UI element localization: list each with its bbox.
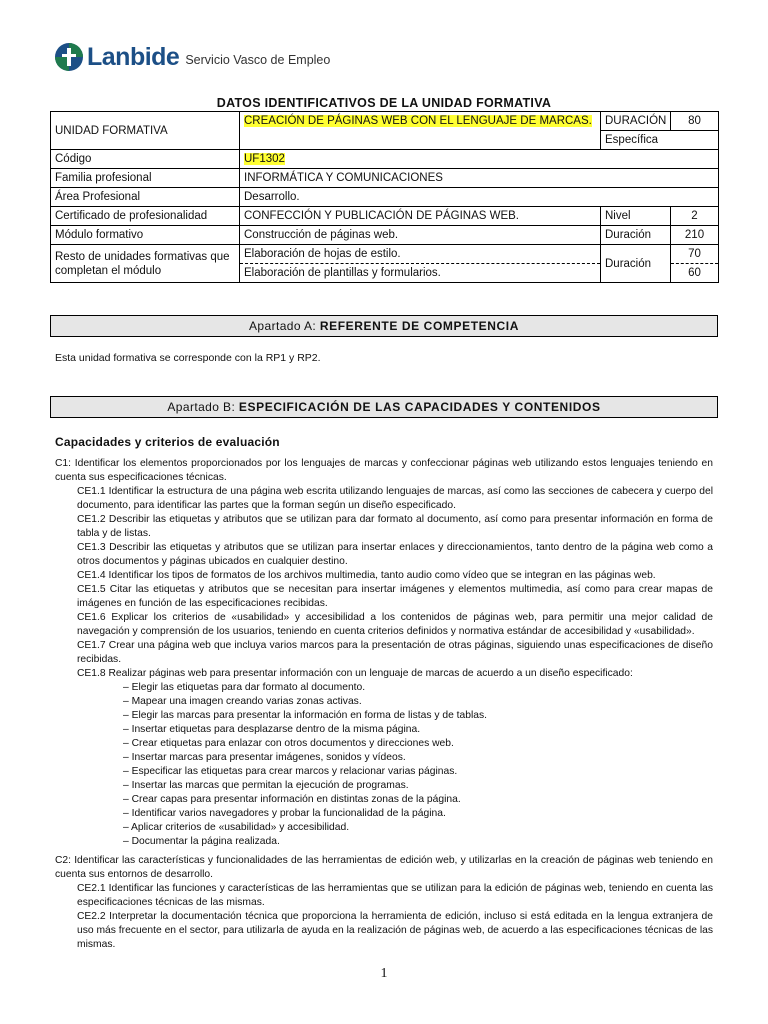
- list-item: – Especificar las etiquetas para crear marcos y relacionar varias páginas.: [123, 766, 458, 777]
- list-item: – Identificar varios navegadores y probar la funcionalidad de la página.: [123, 808, 446, 819]
- certificado-value: CONFECCIÓN Y PUBLICACIÓN DE PÁGINAS WEB.: [240, 207, 601, 226]
- brand-name: Lanbide: [87, 42, 180, 71]
- list-item: – Documentar la página realizada.: [123, 836, 280, 847]
- area-value: Desarrollo.: [240, 188, 719, 207]
- ce1-1: CE1.1 Identificar la estructura de una página web escrita utilizando lenguajes de marcas, así como las secciones de cabecera y cuerpo del documento, para identificar las partes que la forman según un diseño especificado.: [77, 486, 713, 511]
- codigo-value: UF1302: [240, 150, 719, 169]
- familia-label: Familia profesional: [51, 169, 240, 188]
- ce2-1: CE2.1 Identificar las funciones y características de las herramientas que se utilizan para la edición de páginas web, teniendo en cuenta las especificaciones técnicas de las mismas.: [77, 883, 713, 908]
- brand-tagline: Servicio Vasco de Empleo: [185, 53, 331, 67]
- list-item: – Mapear una imagen creando varias zonas activas.: [123, 696, 362, 707]
- list-item: – Insertar las marcas que permitan la ejecución de programas.: [123, 780, 409, 791]
- familia-value: INFORMÁTICA Y COMUNICACIONES: [240, 169, 719, 188]
- capacidades-heading: Capacidades y criterios de evaluación: [55, 435, 280, 449]
- certificado-label: Certificado de profesionalidad: [51, 207, 240, 226]
- ce1-8-list: [55, 681, 713, 849]
- ce2-2: CE2.2 Interpretar la documentación técnica que proporciona la herramienta de edición, incluso si está editada en la lengua extranjera de uso más frecuente en el sector, para utilizarla de ayuda en la realización de páginas web, de acuerdo a las especificaciones técnicas de las mismas.: [77, 911, 713, 950]
- ce1-2: CE1.2 Describir las etiquetas y atributos que se utilizan para dar formato al documento, así como para presentar información en forma de tabla y de listas.: [77, 514, 713, 539]
- apartado-b-header: Apartado B: ESPECIFICACIÓN DE LAS CAPACIDADES Y CONTENIDOS: [50, 396, 718, 418]
- modulo-duracion-label: Duración: [601, 226, 671, 245]
- unidad-label: UNIDAD FORMATIVA: [51, 112, 240, 150]
- resto-duracion-2: 60: [671, 264, 719, 283]
- ce1-8: CE1.8 Realizar páginas web para presentar información con un lenguaje de marcas de acuerdo a un diseño especificado:: [77, 668, 633, 679]
- document-title: DATOS IDENTIFICATIVOS DE LA UNIDAD FORMATIVA: [216, 96, 552, 110]
- ce1-7: CE1.7 Crear una página web que incluya varios marcos para la presentación de otras páginas, siguiendo unas especificaciones de diseño recibidas.: [77, 640, 713, 665]
- apartado-a-header: Apartado A: REFERENTE DE COMPETENCIA: [50, 315, 718, 337]
- list-item: – Insertar marcas para presentar imágenes, sonidos y vídeos.: [123, 752, 406, 763]
- modulo-label: Módulo formativo: [51, 226, 240, 245]
- modulo-duracion-value: 210: [671, 226, 719, 245]
- ce1-5: CE1.5 Citar las etiquetas y atributos que se necesitan para insertar imágenes y elementos multimedia, así como para crear mapas de imágenes en función de las especificaciones recibidas.: [77, 584, 713, 609]
- duracion-value: 80: [671, 112, 719, 131]
- list-item: – Crear capas para presentar información en distintas zonas de la página.: [123, 794, 461, 805]
- lanbide-logo-icon: [54, 42, 84, 72]
- apartado-a-note: Esta unidad formativa se corresponde con la RP1 y RP2.: [55, 352, 321, 364]
- nivel-value: 2: [671, 207, 719, 226]
- ce1-3: CE1.3 Describir las etiquetas y atributos que se utilizan para insertar enlaces y direccionamientos, tanto dentro de la página web como a otros documentos y páginas ubicados en cualquier destino.: [77, 542, 713, 567]
- codigo-label: Código: [51, 150, 240, 169]
- ce1-6: CE1.6 Explicar los criterios de «usabilidad» y accesibilidad a los contenidos de páginas web, para permitir una mejor calidad de navegación y comprensión de los usuarios, teniendo en cuenta criterios definidos y normativa estándar de accesibilidad y «usabilidad».: [77, 612, 713, 637]
- nivel-label: Nivel: [601, 207, 671, 226]
- especifica-label: Específica: [601, 131, 719, 150]
- list-item: – Insertar etiquetas para desplazarse dentro de la misma página.: [123, 724, 421, 735]
- list-item: – Crear etiquetas para enlazar con otros documentos y direcciones web.: [123, 738, 454, 749]
- identification-table: [50, 111, 719, 283]
- c2-text: C2: Identificar las características y funcionalidades de las herramientas de edición web, y utilizarlas en la creación de páginas web teniendo en cuenta sus entornos de desarrollo.: [55, 855, 713, 880]
- list-item: – Elegir las marcas para presentar la información en forma de listas y de tablas.: [123, 710, 487, 721]
- resto-duracion-1: 70: [671, 245, 719, 264]
- lanbide-logo: [54, 41, 330, 73]
- modulo-value: Construcción de páginas web.: [240, 226, 601, 245]
- unidad-value: CREACIÓN DE PÁGINAS WEB CON EL LENGUAJE DE MARCAS.: [240, 112, 601, 150]
- capacidades-body: [55, 457, 713, 952]
- ce1-4: CE1.4 Identificar los tipos de formatos de los archivos multimedia, tanto audio como vídeo que se integran en las páginas web.: [77, 570, 656, 581]
- resto-unidad-2: Elaboración de plantillas y formularios.: [240, 264, 601, 283]
- list-item: – Aplicar criterios de «usabilidad» y accesibilidad.: [123, 822, 350, 833]
- list-item: – Elegir las etiquetas para dar formato al documento.: [123, 682, 366, 693]
- resto-label: Resto de unidades formativas que completan el módulo: [51, 245, 240, 283]
- page-number: 1: [380, 966, 388, 981]
- area-label: Área Profesional: [51, 188, 240, 207]
- resto-unidad-1: Elaboración de hojas de estilo.: [240, 245, 601, 264]
- resto-duracion-label: Duración: [601, 245, 671, 283]
- duracion-label: DURACIÓN: [601, 112, 671, 131]
- c1-text: C1: Identificar los elementos proporcionados por los lenguajes de marcas y confeccionar páginas web utilizando estos lenguajes teniendo en cuenta sus especificaciones técnicas.: [55, 458, 713, 483]
